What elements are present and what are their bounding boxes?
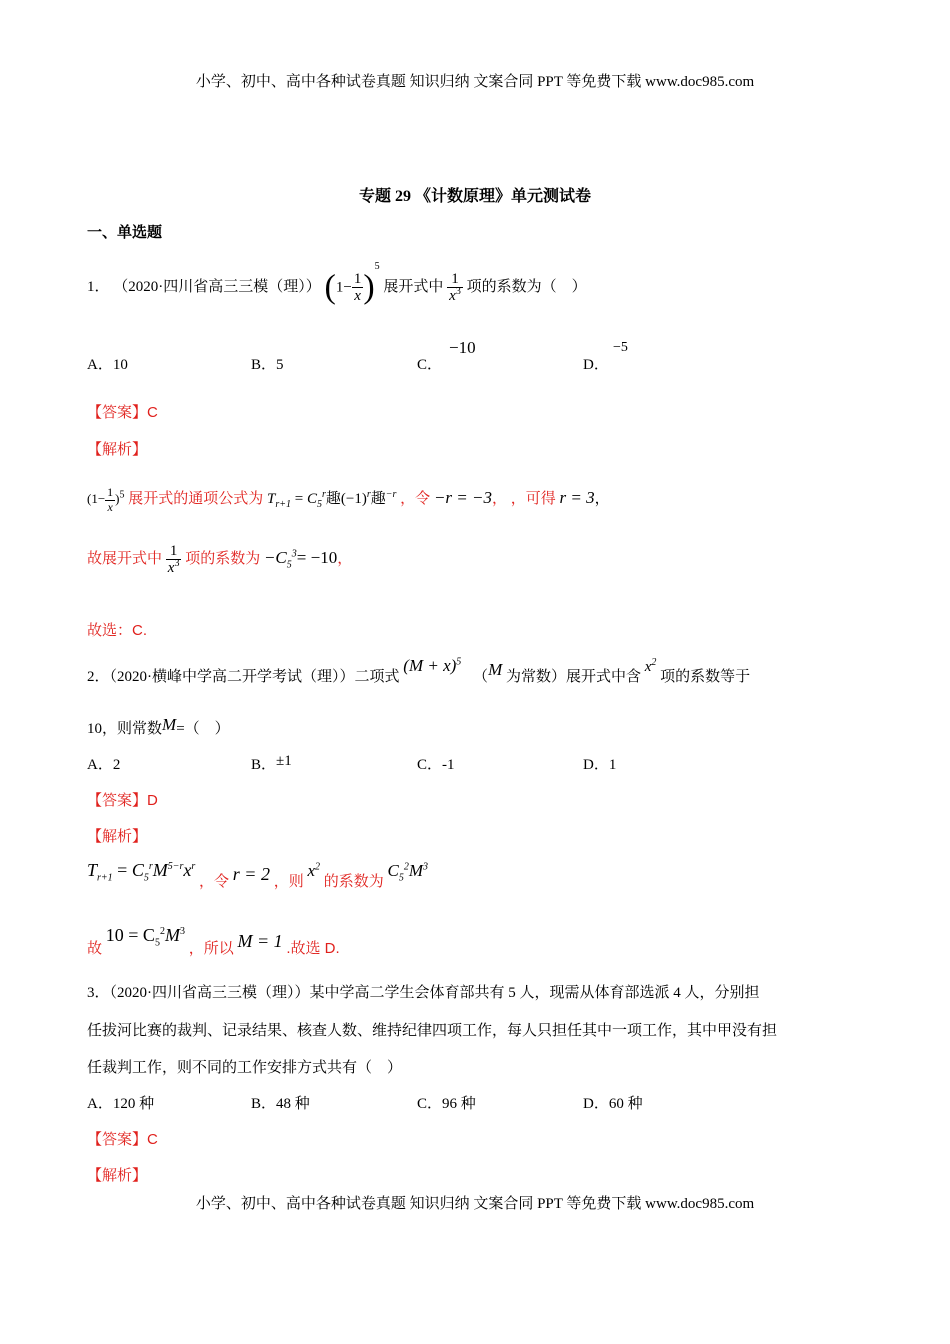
analysis-label-3: 【解析】 <box>87 1167 148 1184</box>
option-d[interactable]: D．60 种 <box>583 1096 643 1112</box>
option-c[interactable]: C． <box>417 357 443 373</box>
option-c[interactable]: C．-1 <box>417 757 455 773</box>
page-footer: 小学、初中、高中各种试卷真题 知识归纳 文案合同 PPT 等免费下载 www.doc985.com <box>195 1196 755 1212</box>
section-heading: 一、单选题 <box>87 225 163 241</box>
option-c[interactable]: C．96 种 <box>417 1096 476 1112</box>
question-1-stem: 1． （2020·四川省高三三模（理）） (1− $\frac{1}{x}$ )$^5$ 展开式中 $\frac{1}{x^3}$ 项的系数为（ ） <box>87 262 587 312</box>
option-c-value: −10 <box>449 338 476 357</box>
analysis-1-conclusion: 故选：C. <box>87 622 148 639</box>
formula-one-over-x-cubed: $\frac{1}{x^3}$ <box>449 270 461 305</box>
question-3-stem-line-3: 任裁判工作，则不同的工作安排方式共有（ ） <box>87 1060 403 1076</box>
formula-general-term: $T_{r+1} = C_5^r$趣$(-1)^r$趣$^{-r}$ <box>267 489 397 510</box>
analysis-2-line-1: $T_{r+1} = C_5^rM^{5-r}x^r$ ，令 r = 2 ，则 $x^2$ 的系数为 $C_5^2M^3$ <box>87 860 429 890</box>
formula-binomial-small: (1− $\frac{1}{x}$ )$^5$ <box>87 485 125 514</box>
page-title: 专题 29 《计数原理》单元测试卷 <box>358 188 591 205</box>
option-d[interactable]: D．1 <box>583 757 617 773</box>
option-d[interactable]: D． <box>583 357 609 373</box>
question-number: 1． <box>87 279 110 295</box>
question-source: （2020·四川省高三三模（理）） <box>113 279 321 295</box>
option-a[interactable]: A．10 <box>87 357 128 373</box>
question-2-stem-line-1: 2．（2020·横峰中学高二开学考试（理））二项式 $(M + x)^5$ （M 为常数）展开式中含 $x^2$ 项的系数等于 <box>87 656 751 685</box>
question-2-stem-line-2: 10，则常数M=（ ） <box>87 715 230 737</box>
option-b[interactable]: B．5 <box>251 357 284 373</box>
option-d-value: −5 <box>613 340 628 355</box>
analysis-label-2: 【解析】 <box>87 828 148 845</box>
answer-1: 【答案】C <box>87 404 158 421</box>
analysis-2-line-2: 故 $10 = C_5^2M^3$ ，所以 M = 1 .故选 D. <box>87 925 340 957</box>
option-b[interactable]: B．48 种 <box>251 1096 310 1112</box>
analysis-label-1: 【解析】 <box>87 441 148 458</box>
answer-2: 【答案】D <box>87 792 158 809</box>
option-a[interactable]: A．120 种 <box>87 1096 155 1112</box>
option-b[interactable]: B．±1 <box>251 753 292 773</box>
analysis-1-line-2: 故展开式中 $\frac{1}{x^3}$ 项的系数为 $-C_5^3= -10$， <box>87 542 353 577</box>
option-a[interactable]: A．2 <box>87 757 121 773</box>
formula-binomial: (1− $\frac{1}{x}$ )$^5$ <box>324 261 380 306</box>
question-3-stem-line-1: 3．（2020·四川省高三三模（理））某中学高二学生会体育部共有 5 人，现需从体育部选派 4 人，分别担 <box>87 985 760 1001</box>
analysis-1-line-1: (1− $\frac{1}{x}$ )$^5$ 展开式的通项公式为 $T_{r+1} = C_5^r$趣$(-1)^r$趣$^{-r}$ ，令 −r = −3， ，可得 r = 3， <box>87 485 610 514</box>
question-3-stem-line-2: 任拔河比赛的裁判、记录结果、核查人数、维持纪律四项工作，每人只担任其中一项工作，其中甲没有担 <box>87 1023 778 1039</box>
page-header: 小学、初中、高中各种试卷真题 知识归纳 文案合同 PPT 等免费下载 www.doc985.com <box>195 74 755 90</box>
answer-3: 【答案】C <box>87 1131 158 1148</box>
